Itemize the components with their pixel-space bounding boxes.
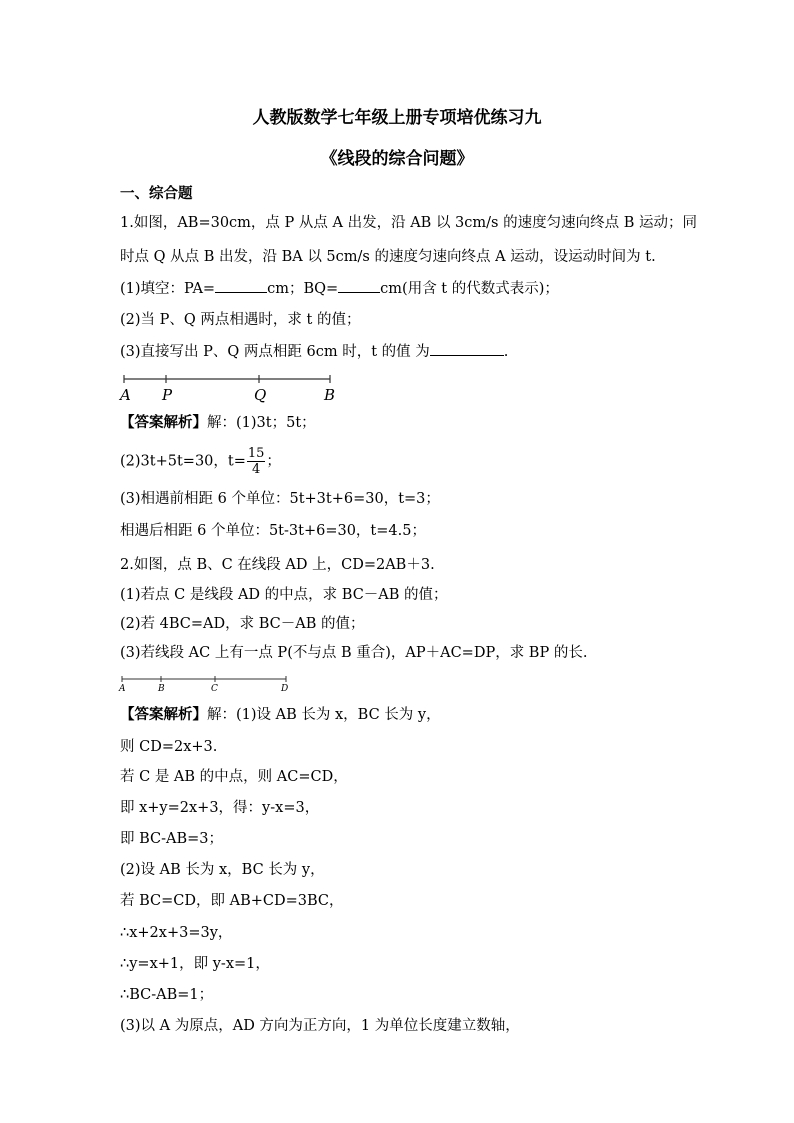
a2-line1: [120, 705, 441, 725]
q2-segment-figure: [118, 672, 298, 694]
a2-line10: ∴BC-AB=1；: [120, 987, 214, 1003]
label-b: B: [158, 684, 165, 694]
label-q: Q: [254, 386, 267, 404]
q1-part1-text-a: (1)填空：PA=: [120, 281, 216, 297]
q1-part3-text: (3)直接写出 P、Q 两点相距 6cm 时，t 的值 为: [120, 344, 430, 360]
a2-line5: 即 BC-AB=3；: [120, 831, 224, 847]
q1-part1-text-b: cm；BQ=: [267, 281, 339, 297]
a1-line1-text: 解：(1)3t；5t；: [207, 415, 316, 431]
label-a: A: [119, 684, 126, 694]
label-a: A: [120, 386, 131, 404]
fraction-numerator: 15: [247, 446, 265, 461]
label-p: P: [162, 386, 173, 404]
label-d: D: [281, 684, 289, 694]
q2-part1: (1)若点 C 是线段 AD 的中点，求 BC－AB 的值；: [120, 587, 448, 603]
section-heading: 一、综合题: [120, 185, 193, 202]
a2-line2: 则 CD=2x+3.: [120, 739, 218, 755]
q1-part3: [120, 341, 508, 362]
label-c: C: [211, 684, 218, 694]
a1-line2-text: (2)3t+5t=30，t=: [120, 453, 246, 470]
label-b: B: [324, 386, 336, 404]
a1-line4: 相遇后相距 6 个单位：5t-3t+6=30，t=4.5；: [120, 523, 426, 539]
a2-line6: (2)设 AB 长为 x，BC 长为 y，: [120, 862, 325, 878]
a2-line7: 若 BC=CD，即 AB+CD=3BC，: [120, 893, 344, 909]
answer-tag: 【答案解析】: [120, 706, 207, 723]
answer-blank-bq: [338, 278, 380, 293]
a2-line8: ∴x+2x+3=3y，: [120, 925, 233, 941]
q1-part2: (2)当 P、Q 两点相遇时，求 t 的值；: [120, 312, 361, 328]
answer-blank-pa: [215, 278, 267, 293]
q2-part2: (2)若 4BC=AD，求 BC－AB 的值；: [120, 616, 365, 632]
q1-text-line2: 时点 Q 从点 B 出发，沿 BA 以 5cm/s 的速度匀速向终点 A 运动，设运动时间为 t.: [120, 249, 656, 265]
page-subtitle: 《线段的综合问题》: [320, 149, 474, 169]
fraction-denominator: 4: [252, 462, 261, 477]
a1-line1: [120, 413, 316, 433]
a2-line4: 即 x+y=2x+3，得：y-x=3，: [120, 800, 320, 816]
q1-text-line1: 1.如图，AB=30cm，点 P 从点 A 出发，沿 AB 以 3cm/s 的速度匀速向终点 B 运动；同: [120, 215, 697, 231]
q2-text-line1: 2.如图，点 B、C 在线段 AD 上，CD=2AB＋3.: [120, 557, 435, 573]
page-title: 人教版数学七年级上册专项培优练习九: [252, 108, 542, 128]
q1-part1: [120, 278, 559, 299]
a1-line2: [120, 446, 281, 477]
a2-line9: ∴y=x+1，即 y-x=1，: [120, 956, 270, 972]
answer-tag: 【答案解析】: [120, 414, 207, 431]
fraction-15-4: [247, 446, 266, 477]
a1-line2-end: ；: [266, 453, 281, 470]
a2-line11: (3)以 A 为原点，AD 方向为正方向，1 为单位长度建立数轴，: [120, 1018, 520, 1034]
a2-line1-text: 解：(1)设 AB 长为 x，BC 长为 y，: [207, 707, 441, 723]
q1-segment-figure: [118, 368, 348, 406]
q1-part3-end: .: [503, 344, 509, 360]
a2-line3: 若 C 是 AB 的中点，则 AC=CD，: [120, 769, 348, 785]
answer-blank-t: [430, 341, 504, 356]
q2-part3: (3)若线段 AC 上有一点 P(不与点 B 重合)，AP＋AC=DP，求 BP 的长.: [120, 645, 588, 661]
q1-part1-text-c: cm(用含 t 的代数式表示)；: [380, 281, 559, 297]
a1-line3: (3)相遇前相距 6 个单位：5t+3t+6=30，t=3；: [120, 491, 440, 507]
